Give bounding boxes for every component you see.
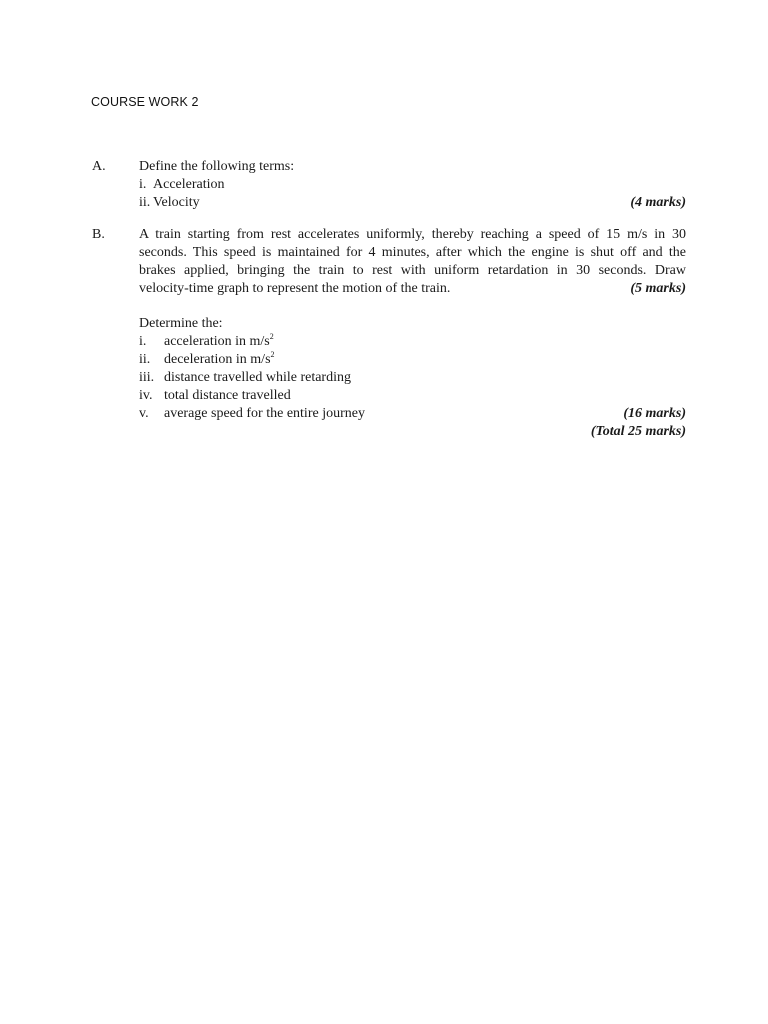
list-item-number: ii. (139, 352, 151, 367)
list-item-text: deceleration in $m/s^2$ (164, 350, 275, 367)
question-a (92, 158, 686, 212)
question-a-body (139, 158, 686, 212)
list-item-number: i. (139, 177, 147, 192)
list-item-text: acceleration in $m/s^2$ (164, 332, 274, 349)
list-item-number: v. (139, 406, 149, 421)
list-item-number: iii. (139, 370, 155, 385)
total-marks-line (139, 423, 686, 441)
question-b-paragraph (139, 226, 686, 298)
determine-list (139, 333, 686, 423)
list-item (139, 387, 686, 405)
list-item (139, 405, 686, 423)
question-a-intro: Define the following terms: (139, 159, 295, 174)
paragraph-line: brakes applied, bringing the train to rest with uniform retardation in 30 seconds. Draw (139, 263, 686, 278)
paragraph-line: seconds. This speed is maintained for 4 minutes, after which the engine is shut off and the (139, 245, 686, 260)
list-item-text: total distance travelled (164, 388, 291, 403)
question-a-letter: A. (92, 159, 106, 174)
list-item (139, 351, 686, 369)
superscript: 2 (269, 332, 274, 341)
question-b-items-marks: (16 marks) (623, 406, 686, 421)
list-item-text: average speed for the entire journey (164, 406, 365, 421)
question-a-list (139, 176, 686, 212)
list-item-text: Acceleration (153, 177, 225, 192)
question-b-body (139, 226, 686, 441)
list-item-text: Velocity (153, 195, 200, 210)
total-marks: (Total 25 marks) (590, 424, 686, 439)
question-b-letter: B. (92, 227, 105, 242)
list-item-number: ii. (139, 195, 151, 210)
list-item (139, 194, 686, 212)
list-item-number: i. (139, 334, 147, 349)
determine-intro: Determine the: (139, 316, 223, 331)
question-b (92, 226, 686, 441)
page-title: COURSE WORK 2 (91, 95, 199, 109)
superscript: 2 (270, 350, 275, 359)
list-item-text: distance travelled while retarding (164, 370, 351, 385)
question-a-marks: (4 marks) (630, 195, 686, 210)
list-item (139, 369, 686, 387)
list-item-number: iv. (139, 388, 153, 403)
coursework-body (92, 158, 686, 441)
list-item (139, 333, 686, 351)
list-item (139, 176, 686, 194)
paragraph-line: velocity-time graph to represent the motion of the train. (139, 281, 451, 296)
paragraph-last-line (139, 280, 686, 298)
paragraph-line: A train starting from rest accelerates uniformly, thereby reaching a speed of 15 m/s in 30 (139, 227, 686, 242)
paragraph-marks: (5 marks) (630, 281, 686, 296)
